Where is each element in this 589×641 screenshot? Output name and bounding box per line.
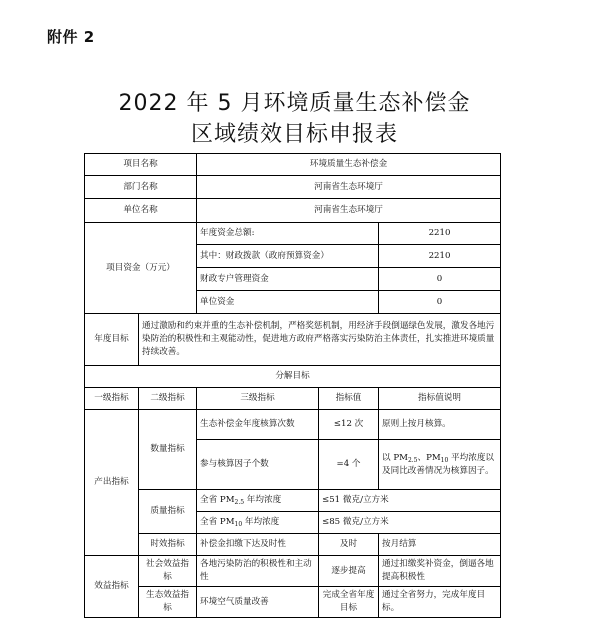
table-row xyxy=(85,314,501,366)
funds-item-value: 2210 xyxy=(379,223,501,245)
page-title-line2: 区域绩效目标申报表 xyxy=(190,122,398,147)
indicator-name: 补偿金扣缴下达及时性 xyxy=(197,534,319,556)
table-row xyxy=(85,534,501,556)
decompose-label: 分解目标 xyxy=(85,366,501,388)
indicator-value: ≤85 微克/立方米 xyxy=(319,512,501,534)
table-row xyxy=(85,490,501,512)
attachment-label: 附件 2 xyxy=(47,28,95,46)
funds-item-label: 其中：财政拨款（政府预算资金） xyxy=(197,245,379,268)
funds-item-value: 0 xyxy=(379,291,501,314)
indicator-desc: 原则上按月核算。 xyxy=(379,410,501,440)
project-name-value: 环境质量生态补偿金 xyxy=(197,154,501,176)
indicator-desc: 以 $PM_{2.5}$、$PM_{10}$ 平均浓度以及同比改善情况为核算因子。 xyxy=(379,440,501,490)
header-value: 指标值 xyxy=(319,388,379,410)
project-name-label: 项目名称 xyxy=(85,154,197,176)
table-row xyxy=(85,410,501,440)
indicator-name: 环境空气质量改善 xyxy=(197,587,319,618)
table-row xyxy=(85,223,501,245)
header-level1: 一级指标 xyxy=(85,388,139,410)
indicator-value: 逐步提高 xyxy=(319,556,379,587)
output-label: 产出指标 xyxy=(85,410,139,556)
funds-label: 项目资金（万元） xyxy=(85,223,197,314)
unit-value: 河南省生态环境厅 xyxy=(197,199,501,223)
indicator-value: ≤51 微克/立方米 xyxy=(319,490,501,512)
table-row xyxy=(85,154,501,176)
funds-item-label: 财政专户管理资金 xyxy=(197,268,379,291)
benefit-label: 效益指标 xyxy=(85,556,139,618)
indicator-value: ≤12 次 xyxy=(319,410,379,440)
timeliness-label: 时效指标 xyxy=(139,534,197,556)
social-label: 社会效益指标 xyxy=(139,556,197,587)
funds-item-label: 年度资金总额: xyxy=(197,223,379,245)
header-level3: 三级指标 xyxy=(197,388,319,410)
indicator-desc: 通过全省努力，完成年度目标。 xyxy=(379,587,501,618)
funds-item-value: 2210 xyxy=(379,245,501,268)
indicator-name: 全省 $PM_{10}$ 年均浓度 xyxy=(197,512,319,534)
indicator-value: 及时 xyxy=(319,534,379,556)
indicator-name: 全省 $PM_{2.5}$ 年均浓度 xyxy=(197,490,319,512)
unit-label: 单位名称 xyxy=(85,199,197,223)
department-value: 河南省生态环境厅 xyxy=(197,176,501,199)
page-title-line1: 2022 年 5 月环境质量生态补偿金 xyxy=(118,91,471,116)
quality-label: 质量指标 xyxy=(139,490,197,534)
table-row xyxy=(85,556,501,587)
header-desc: 指标值说明 xyxy=(379,388,501,410)
annual-goal-text: 通过激励和约束并重的生态补偿机制，严格奖惩机制，用经济手段倒逼绿色发展，激发各地污染防治的积极性和主观能动性，促进地方政府严格落实污染防治主体责任，扎实推进环境质量持续改善。 xyxy=(139,314,501,366)
indicator-desc: 通过扣缴奖补资金，倒逼各地提高积极性 xyxy=(379,556,501,587)
funds-item-value: 0 xyxy=(379,268,501,291)
table-row xyxy=(85,176,501,199)
performance-target-table xyxy=(84,153,501,618)
table-row xyxy=(85,366,501,388)
funds-item-label: 单位资金 xyxy=(197,291,379,314)
indicator-name: 各地污染防治的积极性和主动性 xyxy=(197,556,319,587)
annual-goal-label: 年度目标 xyxy=(85,314,139,366)
indicator-value: 完成全省年度目标 xyxy=(319,587,379,618)
indicator-name: 生态补偿金年度核算次数 xyxy=(197,410,319,440)
table-row xyxy=(85,199,501,223)
indicator-value: =4 个 xyxy=(319,440,379,490)
indicator-name: 参与核算因子个数 xyxy=(197,440,319,490)
eco-label: 生态效益指标 xyxy=(139,587,197,618)
quantity-label: 数量指标 xyxy=(139,410,197,490)
header-level2: 二级指标 xyxy=(139,388,197,410)
table-row xyxy=(85,587,501,618)
indicator-desc: 按月结算 xyxy=(379,534,501,556)
department-label: 部门名称 xyxy=(85,176,197,199)
table-header-row xyxy=(85,388,501,410)
